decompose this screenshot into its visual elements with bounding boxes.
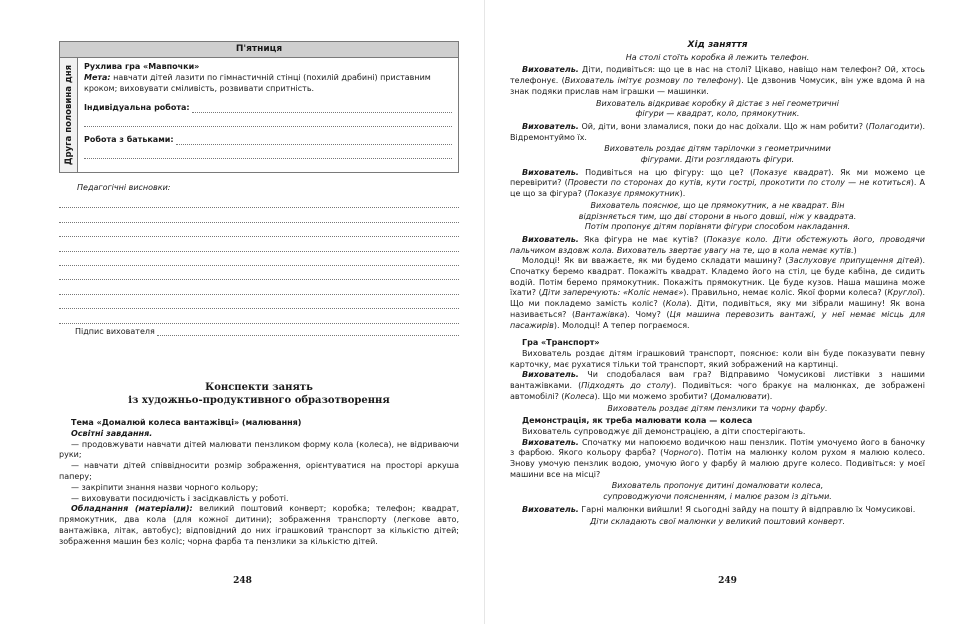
stage-line: Потім пропонує дітям порівняти фігури способом накладання. [584, 222, 851, 232]
materials-label: Обладнання (матеріали): [71, 504, 193, 514]
signature-label: Підпис вихователя [75, 327, 155, 336]
speaker-label: Вихователь. [522, 370, 579, 380]
game-title: Гра «Транспорт» [522, 338, 600, 348]
right-page [485, 0, 970, 624]
italic-run: Показує прямокутник [587, 189, 680, 199]
speaker-label: Вихователь. [522, 437, 579, 447]
text-run: ). Потім на малюнку колом рухом я малюю колесо. Знову умочую пензлик водою, умочую його у фарбу й малюю друге колесо. Подивіться: у моєї машини все на місці? [510, 448, 925, 479]
italic-run: Показує квадрат [753, 167, 829, 177]
text-run: ). Спочатку беремо квадрат. Покажіть квадрат. Кладемо його на стіл, це буде кабіна, де сидить водій. Потім беремо прямокутник. Покажіть прямокутник. Це буде кузов. Наша машина може їхати? ( [510, 256, 925, 298]
text-run: ). Що ми можемо зробити? ( [594, 391, 714, 401]
dialogue-paragraph [510, 65, 925, 97]
schedule-table [59, 41, 459, 173]
fill-line [59, 237, 459, 251]
stage-line: Вихователь роздає дітям тарілочки з геометричними [604, 144, 831, 154]
text-run: Молодці! Як ви вважаєте, як ми будемо складати машину? ( [522, 256, 789, 266]
text-run: ). Чому? ( [624, 309, 670, 319]
italic-run: Вантажівка [575, 309, 625, 319]
fill-line [59, 309, 459, 323]
stage-line: супроводжуючи поясненням, і малює разом із дітьми. [603, 492, 832, 502]
pedagogical-conclusions [59, 183, 459, 324]
stage-direction [510, 201, 925, 233]
stage-line: відрізняється тим, що дві сторони в нього довші, ніж у квадрата. [578, 211, 857, 221]
day-header: П'ятниця [60, 42, 458, 58]
section-heading [59, 381, 459, 407]
italic-run: Круглої [887, 288, 920, 298]
fill-line [176, 136, 452, 145]
speaker-label: Вихователь. [522, 65, 579, 75]
text-run: Подивіться на цю фігуру: що це? ( [578, 167, 754, 177]
paragraph: Вихователь роздає дітям іграшковий транспорт, пояснює: коли він буде показувати певну карточку, має рухатися тільки той транспорт, який зображений на картинці. [510, 348, 925, 369]
italic-run: Показує коло. Діти обстежують його, проводячи пальчиком вздовж кола. Вихователь звертає увагу на те, що в кола немає кутів. [510, 234, 925, 255]
text-run: ). Це дзвонив Чомусик, він уже вдома й на знак подяки прислав нам іграшки — машинки. [510, 76, 925, 96]
section-heading-line-1: Конспекти занять [205, 382, 313, 393]
text-run: ). Як ми можемо це перевірити? ( [510, 167, 925, 188]
page-number: 248 [233, 576, 252, 586]
text-run: ). А це що за фігура? ( [510, 178, 925, 199]
dialogue-paragraph [510, 256, 925, 331]
speaker-label: Вихователь. [522, 121, 579, 131]
paragraph: Вихователь супроводжує дії демонстрацією, а діти спостерігають. [522, 426, 806, 436]
stage-direction [510, 481, 925, 502]
text-run: ). Правильно, немає коліс. Якої форми колеса? ( [683, 288, 888, 298]
fill-line [84, 145, 452, 159]
fill-line [59, 223, 459, 237]
speaker-label: Вихователь. [522, 504, 579, 514]
game-title: Рухлива гра «Мавпочки» [84, 62, 200, 71]
course-title: Хід заняття [687, 40, 748, 50]
parents-work-row [84, 134, 452, 145]
dialogue-paragraph [510, 438, 925, 481]
text-run: Яка фігура не має кутів? ( [578, 234, 707, 244]
page-number: 249 [718, 576, 737, 586]
task-item: — закріпити знання назви чорного кольору; [71, 482, 259, 492]
text-run: Чи сподобалася вам гра? Відправимо Чомусикові листівки з нашими вантажівками. ( [510, 370, 925, 391]
italic-run: Колеса [564, 391, 595, 401]
demo-title: Демонстрація, як треба малювати кола — колеса [522, 416, 753, 426]
stage-line: Вихователь пояснює, що це прямокутник, а не квадрат. Він [590, 200, 845, 210]
individual-work-label: Індивідуальна робота: [84, 103, 190, 112]
italic-run: Домалювати [713, 391, 767, 401]
italic-run: Полагодити [868, 121, 920, 131]
goal-text [84, 72, 452, 94]
fill-line [59, 266, 459, 280]
stage-direction: Вихователь роздає дітям пензлики та чорну фарбу. [607, 403, 828, 413]
conclusions-label: Педагогічні висновки: [77, 183, 171, 192]
fill-line [59, 252, 459, 266]
goal-label: Мета: [84, 73, 111, 82]
dialogue-paragraph [510, 505, 925, 516]
materials-body: великий поштовий конверт; коробка; телефон; квадрат, прямокутник, два кола (для кожної дитини); зображення транспорту (легкове авто, вантажівка, літак, автобус); відповідний до них іграшковий транспорт за кількістю дітей; зображення машин без коліс; чорна фарба та пензлики за кількістю дітей. [59, 504, 459, 546]
task-item: — навчати дітей співвідносити розмір зображення, орієнтуватися на просторі аркуша паперу; [59, 461, 459, 481]
tasks-label: Освітні завдання. [71, 428, 153, 438]
speaker-label: Вихователь. [522, 167, 579, 177]
side-label: Друга половина дня [63, 64, 74, 166]
text-run: ). Що ми покладемо замість коліс? ( [510, 288, 925, 309]
fill-line [157, 327, 459, 336]
parents-work-label: Робота з батьками: [84, 135, 174, 144]
task-item: — виховувати посидючість і засідкавлість у роботі. [71, 493, 289, 503]
text-run: Гарні малюнки вийшли! Я сьогодні зайду на пошту й відправлю їх Чомусикові. [578, 504, 916, 514]
section-heading-line-2: із художньо-продуктивного образотворення [128, 395, 390, 406]
text-run: Ой, діти, вони зламалися, поки до нас доїхали. Що ж нам робити? ( [578, 121, 869, 131]
dialogue-paragraph [510, 122, 925, 143]
fill-line [84, 113, 452, 127]
text-run: ). Подивіться: чого бракує на малюнках, де зображені автомобілі? ( [510, 381, 926, 401]
fill-line [59, 208, 459, 222]
individual-work-row [84, 102, 452, 113]
stage-line: Вихователь відкриває коробку й дістає з неї геометричні [596, 98, 839, 108]
table-body [78, 58, 458, 172]
text-run: Діти, подивіться: що це в нас на столі? Цікаво, навіщо нам телефон? Ой, хтось телефонує. ( [510, 65, 925, 86]
italic-run: Діти заперечують: «Коліс немає» [541, 288, 684, 298]
text-run: ). Відремонтуймо їх. [510, 121, 925, 142]
text-run: ) [853, 245, 857, 255]
signature-row [75, 327, 459, 336]
lesson-topic: Тема «Домалюй колеса вантажівці» (малювання) [71, 418, 302, 427]
italic-run: Заслуховує припущення дітей [788, 256, 920, 266]
stage-direction [510, 144, 925, 165]
fill-line [192, 104, 452, 113]
italic-run: Кола [665, 299, 687, 309]
dialogue-paragraph [510, 235, 925, 256]
task-item: — продовжувати навчати дітей малювати пензликом форму кола (колеса), не відриваючи руки; [59, 439, 459, 460]
italic-run: Підходять до столу [581, 381, 671, 391]
fill-line [59, 194, 459, 208]
lesson-progress-text [510, 40, 925, 529]
side-column [60, 58, 78, 172]
spacer [510, 331, 925, 338]
stage-direction: На столі стоїть коробка й лежить телефон. [625, 52, 810, 62]
text-run: ). Молодці! А тепер пограємося. [553, 320, 690, 330]
stage-direction [510, 99, 925, 120]
italic-run: Чорного [663, 448, 698, 458]
dialogue-paragraph [510, 370, 925, 402]
fill-line [59, 280, 459, 294]
speaker-label: Вихователь. [522, 234, 579, 244]
fill-line [59, 295, 459, 309]
text-run: Спочатку ми напоюємо водичкою наш пензлик. Потім умочуємо його в баночку з фарбою. Якого кольору фарба? ( [510, 437, 925, 458]
stage-line: фігури — квадрат, коло, прямокутник. [635, 109, 800, 119]
goal-body: навчати дітей лазити по гімнастичній стінці (похилій драбині) приставним кроком; виховувати сміливість, розвивати спритність. [84, 73, 431, 93]
stage-line: фігурами. Діти розглядають фігури. [640, 155, 795, 165]
text-run: ). Діти, подивіться, яку ми зібрали машину! Як вона називається? ( [510, 299, 925, 319]
materials-text [59, 504, 459, 547]
lesson-plan-text [59, 418, 459, 548]
stage-direction: Діти складають свої малюнки у великий поштовий конверт. [589, 516, 846, 526]
text-run: ). [766, 391, 773, 401]
stage-line: Вихователь пропонує дитині домалювати колеса, [611, 481, 824, 491]
dialogue-paragraph [510, 168, 925, 200]
italic-run: Провести по сторонах до кутів, кути гострі, прокотити по столу — не котиться [567, 178, 911, 188]
text-run: ). [679, 189, 686, 199]
italic-run: Вихователь імітує розмову по телефону [564, 76, 738, 86]
italic-run: Ця машина перевозить вантажі, у неї немає місць для пасажирів [510, 309, 926, 330]
